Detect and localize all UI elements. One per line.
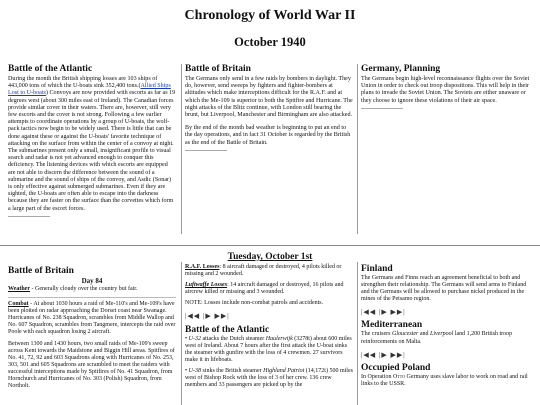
month-column-britain [185,64,353,151]
column-divider [361,108,403,109]
page-subtitle: October 1940 [234,35,306,49]
page-title: Chronology of World War II [184,8,356,23]
last-day-icon[interactable]: ▶▶| [214,312,230,321]
germany-text: The Germans begin high-level reconnaissance flights over the Soviet Union in order to check out troop dispositions. This will help in their plans to invade the Soviet Union. The Soviets are either unaware or they choose to ignore these violations of their air space. [361,76,530,104]
luftwaffe-losses: Luftwaffe Losses: 14 aircraft damaged or destroyed, 16 pilots and aircrew killed or missing and 3 wounded. [185,282,344,296]
day-column-right [361,264,533,392]
month-column-germany [361,64,533,109]
weather-text: Weather - Generally cloudy over the country but fair. [8,286,138,292]
mediterranean-text: The cruisers Gloucester and Liverpool land 1,200 British troop reinforcements on Malta. [361,331,513,345]
losses-note: NOTE: Losses include non-combat patrols and accidents. [185,300,324,307]
combat-text: Combat - At about 1030 hours a raid of Me-110's and Me-109's have been plotted on radar approaching the Dorset coast near Swanage. Hurricanes of No. 238 Squadron, scrambles from Middle Wallop and No. 607 Squadron, scrambles from Tangmere, intercepts the raid over Poole with each squadron losing 2 aircraft. [8,301,176,336]
column-divider [185,150,227,151]
column-separator [357,262,358,405]
last-day-icon[interactable]: ▶▶| [390,350,406,359]
month-column-atlantic [8,64,176,217]
poland-text: In Operation Otto Germany uses slave labor to work on road and rail links to the USSR. [361,373,528,387]
column-separator [181,64,182,234]
day-number: Day 84 [81,277,103,285]
section-heading-day-britain: Battle of Britain [8,266,74,276]
last-day-icon[interactable]: ▶▶| [390,308,406,317]
day-heading: Tuesday, October 1st [227,252,313,262]
section-heading-finland: Finland [361,264,393,274]
column-divider [8,216,50,217]
section-heading-atlantic: Battle of the Atlantic [8,64,93,74]
u32-entry: • U-32 attacks the Dutch steamer Haulerwijk (3278t) about 600 miles west of Ireland. About 7 hours after the first attack the U-boat sinks the steamer with gunfire with the loss of 4 crewmen. 27 survivors make it in lifeboats. [185,335,352,363]
first-day-icon[interactable]: |◀◀ [361,308,377,317]
next-day-icon[interactable]: |▶ [378,308,388,317]
day-column-britain [8,266,176,394]
finland-nav [361,309,406,316]
raf-losses: R.A.F. Losses: 8 aircraft damaged or destroyed, 4 pilots killed or missing and 2 wounded. [185,264,342,278]
section-heading-germany: Germany, Planning [361,64,441,74]
next-day-icon[interactable]: |▶ [202,312,212,321]
section-heading-mediterranean: Mediterranean [361,320,423,331]
finland-text: The Germans and Finns reach an agreement beneficial to both and strengthen their relationship. The Germans will send arms to Finland and the Germans will be allowed to purchase nickel produced in the mines of the Petsamo region. [361,275,527,303]
divider [8,297,176,298]
britain-text-1: The Germans only send in a few raids by bombers in daylight. They do, however, send sweeps by fighters and fighter-bombers at altitudes which make interceptions difficult for the R.A.F. and at which the Me-109 is superior to both the Spitfire and Hurricane. The night attacks of the Blitz continue, with London still bearing the brunt, but Liverpool, Manchester and Birmingham are also attacked. [185,76,353,119]
section-heading-poland: Occupied Poland [361,362,431,373]
atlantic-text: During the month the British shipping losses are 103 ships of 443,000 tons of which the U-boats sink 352,400 tons.(Allied Ships Lost to U-boats) Convoys are now provided with escorts as far as 19 degrees west (about 300 miles east of Ireland). The Canadian forces provide similar cover in their waters. There are, however, still very few escorts and the cover is not strong. Following a few earlier attempts to coordinate operations by a group of U-boats, the wolf-pack tactics now begin to be widely used. There is little that can be done against these or against the U-boats' favorite technique of attacking on the surface from within the center of a convoy at night. The submarines present only a small, insignificant profile to visual search and radar is not yet advanced enough to conquer this deficiency. The listening devices with which escorts are equipped are not able to discern the difference between the sound of a submarine and the sound of ships of the convoy, and Asdic (Sonar) is only effective against submerged submarines. Even if they are sighted, the U-boats are often able to escape into the darkness because they are faster on the surface than the corvettes which form a large part of the escort forces. [8,76,176,212]
day-nav [185,313,230,320]
britain-text-2: By the end of the month bad weather is beginning to put an end to the day operations, and in fact 31 October is regarded by the British as the end of the Battle of Britain. [185,125,351,146]
next-day-icon[interactable]: |▶ [378,350,388,359]
allied-ships-lost-link[interactable]: Allied Ships Lost to U-boats [8,83,171,97]
column-separator [357,64,358,234]
section-heading-day-atlantic: Battle of the Atlantic [185,324,270,335]
u38-entry: • U-38 sinks the British steamer Highland Patriot (14,172t) 500 miles west of Bishop Rock with the loss of 3 of her crew. 136 crew members and 33 passengers are picked up by the [185,367,353,389]
day-column-middle [185,264,353,393]
mediterranean-nav [361,352,406,359]
first-day-icon[interactable]: |◀◀ [361,350,377,359]
column-separator [181,262,182,405]
first-day-icon[interactable]: |◀◀ [185,312,201,321]
combat-text-2: Between 1300 and 1430 hours, two small raids of Me-109's sweep across Kent towards the Maidstone and Biggin Hill areas. Spitfires of No. 41, 72, 92 and 603 Squadrons along with Hurricanes of No. 253, 303, 501 and 605 Squadrons are scrambled to meet the raiders with successful interceptions made by Spitfires of No. 41 Squadron, from Hornchurch and Hurricanes of No. 303 (Polish) Squadron, from Northolt. [8,340,175,390]
horizontal-divider [0,245,540,246]
section-heading-britain: Battle of Britain [185,64,251,74]
